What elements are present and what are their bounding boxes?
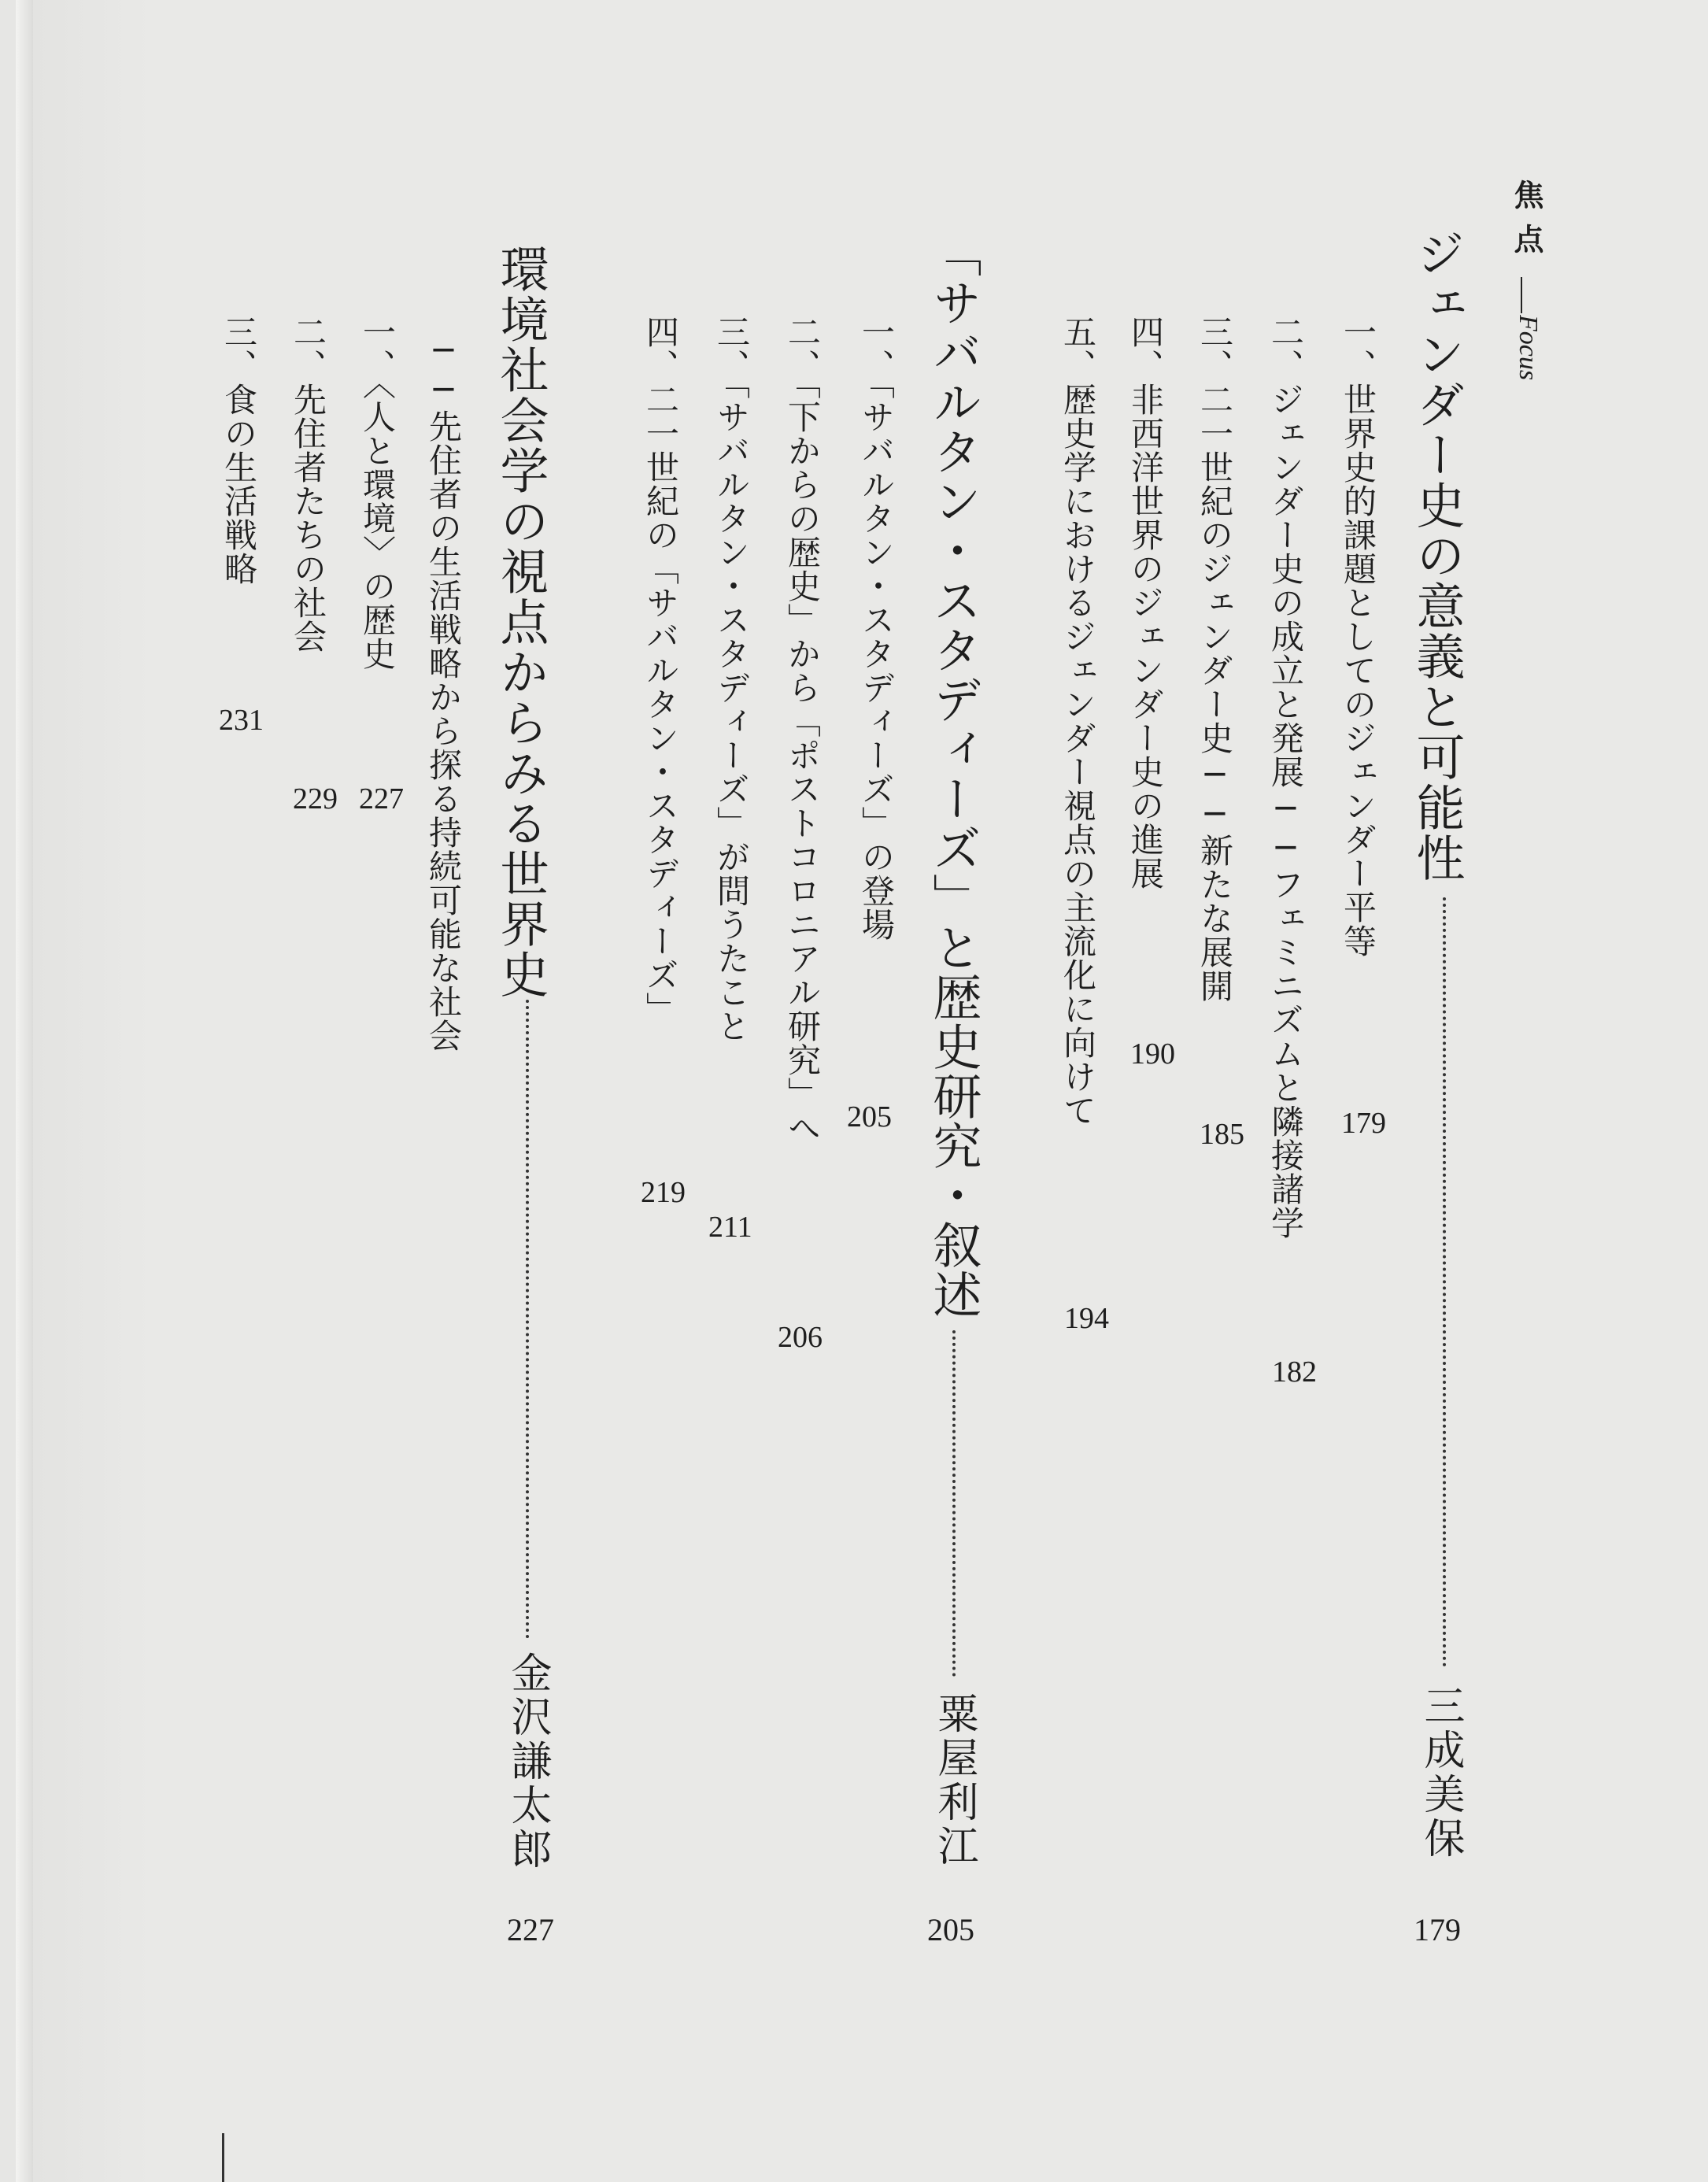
chapter-title: 環境社会学の視点からみる世界史 — [492, 244, 549, 1000]
section-title: 二、「下からの歴史」から「ポストコロニアル研究」へ — [783, 315, 822, 1145]
section-page: 231 — [219, 704, 264, 737]
section-page: 227 — [359, 782, 404, 815]
section-title: 五、歴史学におけるジェンダー視点の主流化に向けて — [1059, 315, 1097, 1127]
section-page: 205 — [847, 1100, 892, 1134]
chapter-page: 205 — [927, 1912, 974, 1947]
chapter-page: 227 — [507, 1912, 554, 1947]
section-page: 229 — [293, 782, 338, 815]
section-title: 四、二一世紀の「サバルタン・スタディーズ」 — [641, 315, 680, 1026]
focus-label-en: Focus — [1514, 315, 1543, 381]
section-title: 一、世界史的課題としてのジェンダー平等 — [1339, 315, 1377, 958]
leader-dots — [952, 1330, 956, 1677]
section-page: 182 — [1272, 1355, 1317, 1389]
section-page: 211 — [708, 1211, 752, 1244]
section-page: 194 — [1064, 1302, 1109, 1335]
leader-dots — [526, 1000, 529, 1639]
section-title: 三、食の生活戦略 — [220, 315, 258, 586]
page-edge — [16, 0, 33, 2182]
section-title: 三、「サバルタン・スタディーズ」が問うたこと — [712, 315, 751, 1043]
chapter-subtitle: ──先住者の生活戦略から探る持続可能な社会 — [424, 331, 463, 1052]
leader-dots — [1443, 897, 1446, 1667]
section-title: 三、二一世紀のジェンダー史──新たな展開 — [1196, 315, 1234, 1003]
chapter-author: 三成美保 — [1417, 1685, 1464, 1861]
section-page: 219 — [641, 1176, 686, 1209]
focus-label: 焦点 — [1509, 179, 1544, 268]
section-title: 二、先住者たちの社会 — [289, 315, 327, 653]
section-page: 190 — [1130, 1037, 1175, 1071]
margin-mark — [222, 2133, 224, 2182]
chapter-title: 「サバルタン・スタディーズ」と歴史研究・叙述 — [925, 228, 982, 1319]
section-title: 二、ジェンダー史の成立と発展──フェミニズムと隣接諸学 — [1266, 315, 1305, 1240]
focus-divider — [1521, 277, 1522, 313]
section-title: 一、「サバルタン・スタディーズ」の登場 — [857, 315, 896, 941]
chapter-title: ジェンダー史の意義と可能性 — [1408, 228, 1466, 883]
chapter-author: 金沢謙太郎 — [504, 1651, 551, 1872]
section-page: 206 — [778, 1321, 823, 1354]
section-title: 四、非西洋世界のジェンダー史の進展 — [1126, 315, 1165, 890]
chapter-page: 179 — [1414, 1912, 1461, 1947]
section-page: 185 — [1200, 1118, 1244, 1151]
chapter-author: 粟屋利江 — [930, 1692, 978, 1869]
book-page — [16, 0, 1708, 2182]
section-title: 一、〈人と環境〉の歴史 — [358, 315, 397, 671]
section-page: 179 — [1341, 1107, 1386, 1140]
